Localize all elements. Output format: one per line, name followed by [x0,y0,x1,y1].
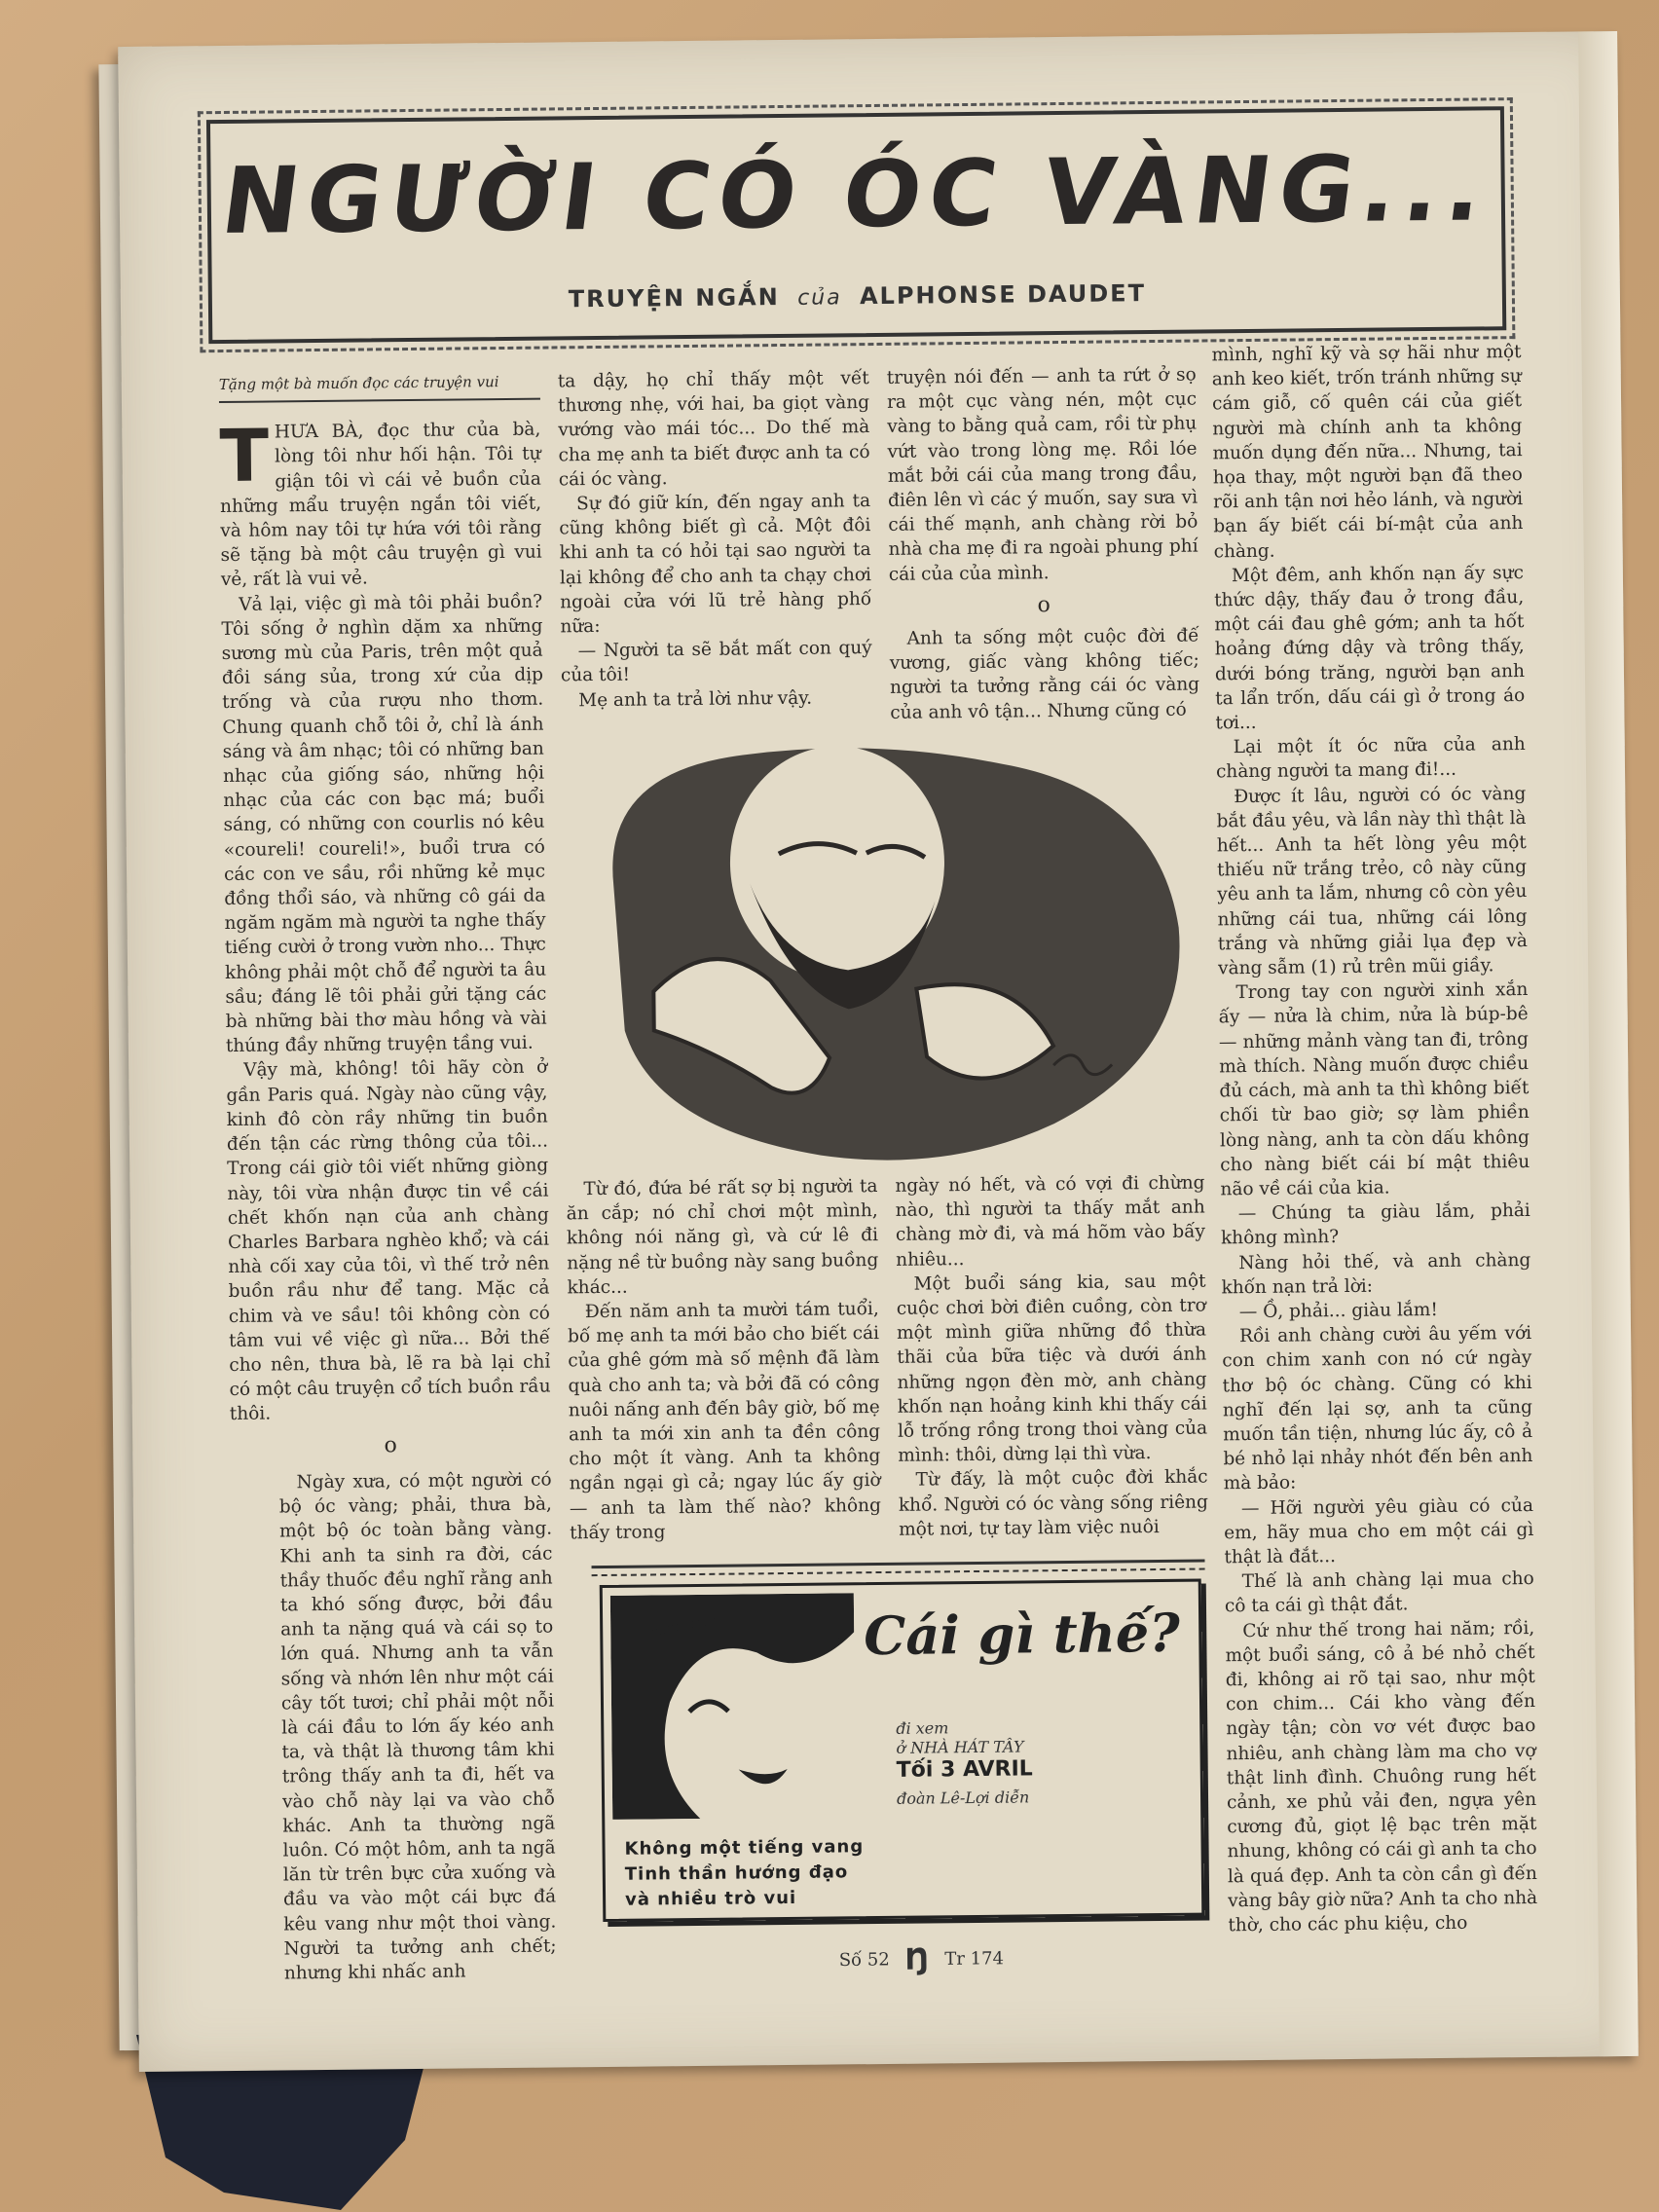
paragraph: Lại một ít óc nữa của anh chàng người ta mang đi!... [1215,734,1526,783]
paragraph: truyện nói đến — anh ta rứt ở sọ ra một cục vàng nén, một cục vàng to bằng quả cam, rồi từ phụ vứt vào trong lòng mẹ. Rồi lóe mắt bởi cái của mang trong đầu, điên lên vì các ý muốn, say sưa vì cái thế mạnh, anh chàng rời bỏ nhà cha mẹ đi ra ngoài phung phí cái của của mình. [886,364,1198,585]
paragraph: ta dậy, họ chỉ thấy một vết thương nhẹ, với hai, ba giọt vàng vướng vào mái tóc... Do thế mà cha mẹ anh ta biết được anh ta có cái óc vàng. [557,368,870,491]
paragraph: Mẹ anh ta trả lời như vậy. [578,687,813,711]
column-4 [1211,340,1537,1937]
paragraph: Một đêm, anh khốn nạn ấy sực thức dậy, thấy đau ở trong đầu, một cái đau ghê gớm; anh ta hốt hoảng đứng dậy và trông thấy, dưới bóng trăng, người bạn anh ta lẩn trốn, dấu cái gì ở trong áo tơi... [1214,562,1526,734]
theatre-advertisement [600,1579,1205,1922]
paragraph: Vậy mà, không! tôi hãy còn ở gần Paris quá. Ngày nào cũng vậy, kinh đô còn rầy những tin buồn đến tận các rừng thông của tôi... Trong cái giờ tôi viết những giòng này, tôi vừa nhận được tin về cái chết khốn nạn của anh chàng Charles Barbara nghèo khổ; và cái nhà cối xay của tôi, vì thế trở nên buồn rầu như để tang. Mặc cả chim và ve sầu! tôi không còn có tâm vui về việc gì nữa... Bởi thế cho nên, thưa bà, lẽ ra bà lại chỉ có một câu truyện cổ tích buồn rầu thôi. [226,1057,551,1425]
paragraph: Được ít lâu, người có óc vàng bắt đầu yêu, và lần này thì thật là hết... Anh ta hết lòng yêu một thiếu nữ trắng trẻo, cô này cũng yêu anh ta lắm, nhưng cô còn yêu những cái tua, những cái lông trắng và những giải lụa đẹp và vàng sẫm (1) rủ trên mũi giầy. [1216,783,1528,979]
section-separator: o [384,1432,397,1457]
ad-tagline: Không một tiếng vang [624,1836,865,1860]
ad-tagline: và nhiều trò vui [624,1887,797,1910]
ad-line-1: đi xem [896,1718,949,1738]
ad-taglines [624,1834,864,1913]
paragraph: Thế là anh chàng lại mua cho cô ta cái gì thật đắt. [1224,1568,1534,1617]
paragraph: Một buổi sáng kia, sau một cuộc chơi bời điên cuồng, còn trơ một mình giữa những đồ thừa thãi của bữa tiệc và dưới ánh những ngọn đèn mờ, anh chàng khốn nạn hoảng kinh khi thấy cái lỗ trống rồng trong thoi vàng của mình: thôi, dừng lại thì vừa. [896,1271,1208,1467]
article-masthead [206,106,1506,344]
ad-line-2: ở NHÀ HÁT TÂY [896,1737,1024,1757]
paragraph: Vả lại, việc gì mà tôi phải buồn? Tôi sống ở nghìn dặm xa những sương mù của Paris, trên một quả đồi sáng sủa, trong xứ của dịp trống và của rượu nho thơm. Chung quanh chỗ tôi ở, chỉ là ánh sáng và âm nhạc; tôi có những ban nhạc của giống sáo, những hội nhạc của các con bạc má; buổi sáng, có những con courlis nó kêu «coureli! coureli!», buổi trưa có các con ve sầu, rồi những kẻ mục đồng thổi sáo, và những cô gái da ngăm ngăm mà người ta nghe thấy tiếng cười ở trong vườn nho... Thực không phải một chỗ để người ta âu sầu; đáng lẽ tôi phải gửi tặng các bà những bài thơ màu hồng và vài thúng đầy những truyện tầng vui. [221,591,547,1057]
paragraph: Từ đó, đứa bé rất sợ bị người ta ăn cắp; nó chỉ chơi một mình, không nói năng gì, và cứ lê đi nặng nề từ buồng này sang buồng khác... [566,1176,879,1299]
page-footer [839,1942,1005,1978]
ad-illustration-mouth [739,1769,788,1785]
article-byline [212,276,1502,316]
advertisement-divider [592,1560,1205,1577]
byline-prefix: TRUYỆN NGẮN [568,283,780,313]
paragraph: — Ồ, phải... giàu lắm! [1238,1299,1438,1323]
column-1-lower [278,1468,557,1986]
ad-troupe: đoàn Lê-Lợi diễn [896,1788,1030,1808]
paragraph: Sự đó giữ kín, đến ngay anh ta cũng không biết gì cả. Một đôi khi anh ta có hỏi tại sao người ta lại không để cho anh ta chạy chơi ngoài cửa với lũ trẻ hàng phố nữa: [559,491,872,638]
section-separator: o [1037,592,1051,618]
byline-author: ALPHONSE DAUDET [859,279,1147,311]
column-2-lower [566,1174,881,1545]
ad-tagline: Tinh thần hướng đạo [624,1862,849,1885]
paragraph: Rồi anh chàng cười âu yếm với con chim xanh con nó cứ ngày thơ bộ óc chàng. Cũng có khi nghĩ đến lại sợ, anh ta cũng muốn tần tiện, nhưng lúc ấy, cô ả bé nhỏ lại nhảy nhót đến bên anh mà bảo: [1222,1323,1533,1494]
illustration-bald-man [593,733,1201,1177]
column-3-lower [895,1170,1208,1541]
ad-illustration-eye [689,1702,728,1712]
ad-date: Tối 3 AVRIL [896,1756,1033,1783]
paragraph: HƯA BÀ, đọc thư của bà, lòng tôi như hối hận. Tôi tự giận tôi vì cái vẻ buồn của những mẩu truyện ngắn tôi viết, và hôm nay tôi tự hứa với tôi rằng sẽ tặng bà một câu truyện gì vui vẻ, rất là vui vẻ. [219,419,542,591]
issue-number: Số 52 [838,1949,890,1971]
paragraph: Ngày xưa, có một người có bộ óc vàng; phải, thưa bà, một bộ óc toàn bằng vàng. Khi anh ta sinh ra đời, các thầy thuốc đều nghĩ rằng anh ta khó sống được, bởi đầu anh ta nặng quá và cái sọ to lớn quá. Nhưng anh ta vẫn sống và nhớn lên như một cái cây tốt tươi; chỉ phải một nỗi là cái đầu to lớn ấy kéo anh ta, và thật là thương tâm khi trông thấy anh ta đi, hết va vào chỗ này lại va vào chỗ khác. Anh ta thường ngã luôn. Có một hôm, anh ta ngã lăn từ trên bực cửa xuống và đầu va vào một cái bực đá kêu vang như một thoi vàng. Người ta tưởng anh chết; nhưng khi nhấc anh [278,1469,557,1984]
paragraph: Trong tay con người xinh xắn ấy — nửa là chim, nửa là búp-bê — những mảnh vàng tan đi, trông mà thích. Nàng muốn được chiều đủ cách, mà anh ta thì không biết chối từ bao giờ; sợ làm phiền lòng nàng, anh ta còn dấu không cho nàng biết cái bí mật thiêu não về cái của kia. [1218,979,1530,1200]
column-2 [558,366,873,713]
column-1 [219,370,552,1467]
paragraph: — Hỡi người yêu giàu có của em, hãy mua cho em một cái gì thật là đắt... [1224,1494,1534,1568]
paragraph: ngày nó hết, và có vợi đi chừng nào, thì người ta thấy mắt anh chàng mờ đi, và má hõm vào bấy nhiêu... [895,1172,1206,1271]
ad-illustration-face [610,1593,856,1820]
magazine-logo: Ŋ [904,1942,930,1977]
paragraph: Từ đấy, là một cuộc đời khắc khổ. Người có óc vàng sống riêng một nơi, tự tay làm việc nuôi [898,1466,1208,1540]
article-title: NGƯỜI CÓ ÓC VÀNG... [215,135,1497,256]
paragraph: Cứ như thế trong hai năm; rồi, một buổi sáng, cô ả bé nhỏ chết đi, không ai rõ tại sao, như một con chim... Cái kho vàng đến ngày tận; còn vơ vét được bao nhiêu, anh chàng làm ma cho vợ thật linh đình. Chuông rung hết cảnh, xe phủ vải đen, ngựa yên cương đủ, giọt lệ bạc trên mặt nhung, không có cái gì anh ta cho là quá đẹp. Anh ta còn cần gì đến vàng bây giờ nữa? Anh ta cho nhà thờ, cho các phu kiệu, cho [1225,1617,1538,1936]
page-number: Tr 174 [944,1948,1005,1970]
paragraph: — Người ta sẽ bắt mất con quý của tôi! [560,638,872,686]
paragraph: — Chúng ta giàu lắm, phải không mình? [1220,1200,1530,1249]
column-3 [887,363,1200,725]
ad-headline: Cái gì thế? [863,1601,1181,1668]
dedication: Tặng một bà muốn đọc các truyện vui [219,370,540,404]
byline-connector: của [796,285,842,311]
paragraph: mình, nghĩ kỹ và sợ hãi như một anh keo kiết, trốn tránh những sự cám giỗ, cố quên cái của giết người mà chính anh ta không muốn dụng đến nữa... Nhưng, tai họa thay, một người bạn đã theo rõi anh tận nơi hẻo lánh, và người bạn ấy biết cái bí-mật của anh chàng. [1211,342,1524,562]
drop-cap: T [219,414,270,499]
magazine-page [118,31,1639,2072]
paragraph: Nàng hỏi thế, và anh chàng khốn nạn trả lời: [1221,1249,1531,1299]
paragraph: Đến năm anh ta mười tám tuổi, bố mẹ anh ta mới bảo cho biết cái của ghê gớm mà số mệnh đã làm quà cho anh ta; và bởi đã có công nuôi nấng anh đến bây giờ, bố mẹ anh ta mới xin anh ta đền công cho một ít vàng. Anh ta không ngần ngại gì cả; ngay lúc ấy giờ — anh ta làm thế nào? không thấy trong [567,1299,881,1544]
paragraph: Anh ta sống một cuộc đời đế vương, giấc vàng không tiếc; người ta tưởng rằng cái óc vàng của anh vô tận... Nhưng cũng có [889,625,1200,723]
